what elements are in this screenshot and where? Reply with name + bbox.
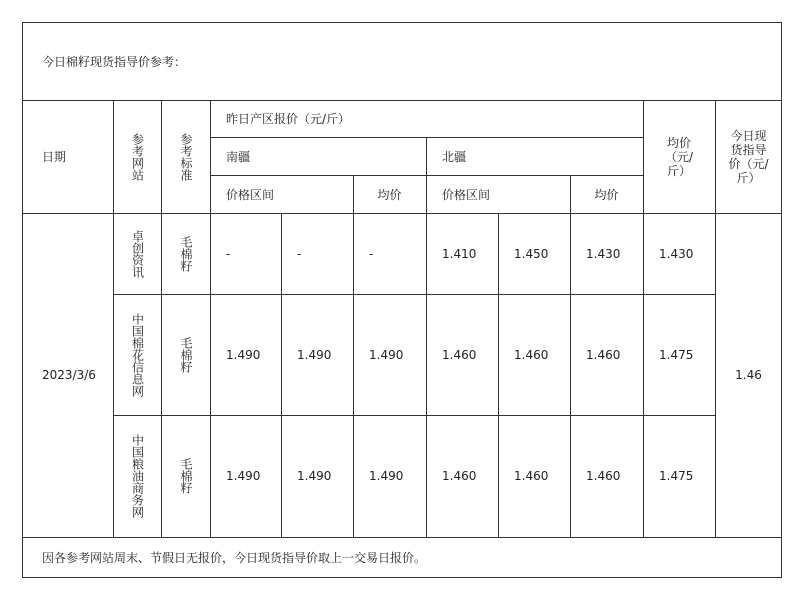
row-standard: 毛棉籽: [179, 235, 193, 272]
row-standard: 毛棉籽: [179, 336, 193, 373]
footer-note: 因各参考网站周末、节假日无报价，今日现货指导价取上一交易日报价。: [42, 551, 427, 565]
header-north: 北疆: [442, 149, 467, 164]
row-south-low: 1.490: [226, 469, 261, 483]
row-north-low: 1.410: [442, 246, 477, 261]
date-cell: 2023/3/6: [42, 368, 96, 382]
row-north-avg: 1.460: [586, 347, 621, 362]
row-south-low: 1.490: [226, 347, 261, 362]
row-avg: 1.475: [659, 347, 694, 362]
row-site: 卓创资讯: [130, 229, 145, 278]
row-south-high: 1.490: [297, 347, 332, 362]
row-site: 中国棉花信息网: [130, 312, 145, 397]
row-site: 中国粮油商务网: [130, 434, 145, 518]
row-north-high: 1.460: [514, 469, 549, 483]
header-avg-price-text: 均价（元/斤）: [664, 135, 694, 178]
row-south-high: -: [297, 246, 302, 261]
header-standard: 参考标准: [179, 132, 193, 181]
row-avg: 1.475: [659, 469, 694, 483]
header-date: 日期: [42, 150, 67, 164]
table-title: 今日棉籽现货指导价参考：: [42, 54, 187, 69]
row-north-high: 1.460: [514, 347, 549, 362]
row-north-low: 1.460: [442, 347, 477, 362]
row-south-high: 1.490: [297, 469, 332, 483]
header-south-price-range: 价格区间: [226, 187, 275, 202]
row-standard: 毛棉籽: [179, 458, 193, 494]
header-avg-price: [643, 100, 715, 213]
header-south-avg: 均价: [377, 187, 402, 202]
today-price-cell: 1.46: [735, 368, 762, 382]
row-north-high: 1.450: [514, 246, 549, 261]
header-site: 参考网站: [130, 132, 145, 181]
header-north-price-range: 价格区间: [442, 187, 491, 202]
row-north-avg: 1.430: [586, 246, 621, 261]
row-south-avg: -: [369, 246, 374, 261]
row-north-low: 1.460: [442, 469, 477, 483]
row-south-avg: 1.490: [369, 469, 404, 483]
header-south: 南疆: [226, 149, 251, 164]
row-north-avg: 1.460: [586, 469, 621, 483]
row-south-low: -: [226, 246, 231, 261]
header-today-price-text: 今日现货指导价（元/斤）: [728, 128, 769, 185]
row-avg: 1.430: [659, 246, 694, 261]
header-today-price: [715, 100, 782, 213]
row-south-avg: 1.490: [369, 347, 404, 362]
header-north-avg: 均价: [594, 187, 619, 202]
header-yesterday-price: 昨日产区报价（元/斤）: [226, 112, 351, 126]
